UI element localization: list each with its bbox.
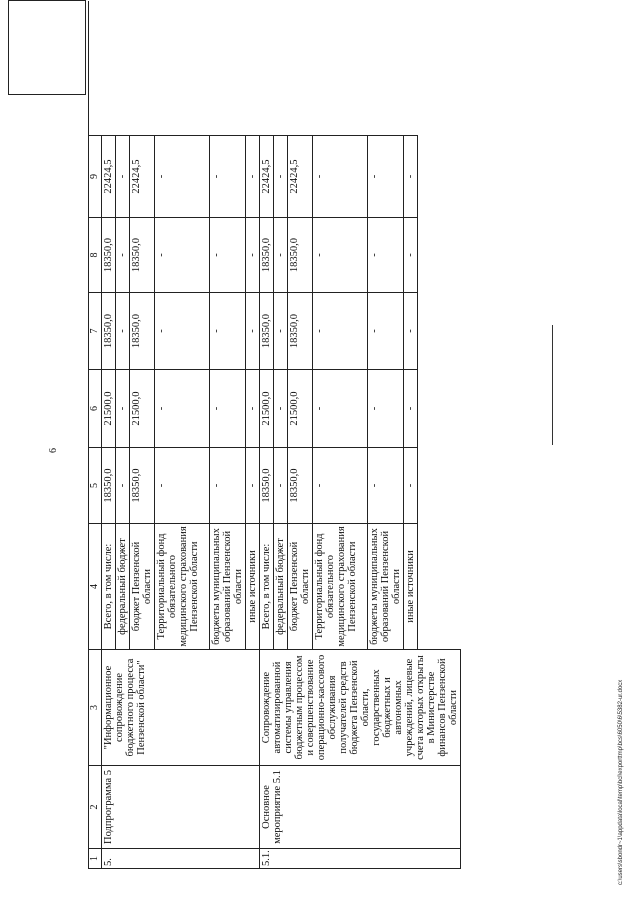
value-col-8: - <box>116 217 130 292</box>
value-col-6: - <box>313 369 368 447</box>
program-name: Основное мероприятие 5.1 <box>260 765 461 848</box>
funding-source: иные источники <box>404 523 418 649</box>
header-col-3: 3 <box>89 649 102 765</box>
header-col-9: 9 <box>89 135 102 217</box>
header-col-2: 2 <box>89 765 102 848</box>
funding-source: бюджеты муниципальных образований Пензенской области <box>210 523 246 649</box>
value-col-8: - <box>155 217 210 292</box>
value-col-7: - <box>210 292 246 369</box>
value-col-5: - <box>116 447 130 523</box>
funding-source: бюджеты муниципальных образований Пензенской области <box>368 523 404 649</box>
value-col-8: - <box>210 217 246 292</box>
funding-source: Территориальный фонд обязательного медицинского страхования Пензенской области <box>155 523 210 649</box>
program-name: Подпрограмма 5 <box>102 765 260 848</box>
funding-source: Всего, в том числе: <box>102 523 116 649</box>
value-col-7: - <box>274 292 288 369</box>
footer-path: c:\users\sbondr~1\appdata\local\temp\bcl\exporttmp\bcs\6050\6\5382-ur.docx <box>618 679 624 885</box>
header-col-7: 7 <box>89 292 102 369</box>
value-col-9: - <box>404 135 418 217</box>
value-col-7: - <box>368 292 404 369</box>
value-col-5: 18350,0 <box>260 447 274 523</box>
value-col-9: 22424,5 <box>102 135 116 217</box>
value-col-5: 18350,0 <box>288 447 313 523</box>
value-col-7: - <box>246 292 260 369</box>
value-col-5: - <box>210 447 246 523</box>
table-group <box>102 1 260 869</box>
value-col-6: - <box>246 369 260 447</box>
corner-box <box>8 0 86 95</box>
header-col-1: 1 <box>89 848 102 868</box>
value-col-8: - <box>313 217 368 292</box>
header-row <box>88 1 102 869</box>
value-col-6: 21500,0 <box>260 369 274 447</box>
table-row <box>260 135 274 649</box>
funding-rows <box>260 135 461 649</box>
value-col-8: - <box>246 217 260 292</box>
row-number: 5. <box>102 848 260 868</box>
value-col-9: - <box>210 135 246 217</box>
table-row <box>313 135 368 649</box>
value-col-7: 18350,0 <box>288 292 313 369</box>
value-col-9: - <box>274 135 288 217</box>
funding-source: иные источники <box>246 523 260 649</box>
value-col-5: - <box>368 447 404 523</box>
funding-source: бюджет Пензенской области <box>288 523 313 649</box>
header-col-8: 8 <box>89 217 102 292</box>
value-col-8: - <box>274 217 288 292</box>
value-col-7: - <box>116 292 130 369</box>
table-row <box>404 135 418 649</box>
value-col-5: 18350,0 <box>102 447 116 523</box>
header-col-4: 4 <box>89 523 102 649</box>
table-row <box>288 135 313 649</box>
value-col-8: 18350,0 <box>130 217 155 292</box>
table-row <box>102 135 116 649</box>
budget-table <box>88 1 461 869</box>
table-group <box>260 1 461 869</box>
table-row <box>155 135 210 649</box>
value-col-7: 18350,0 <box>130 292 155 369</box>
table-row <box>116 135 130 649</box>
table-row <box>368 135 404 649</box>
value-col-5: - <box>404 447 418 523</box>
value-col-5: - <box>313 447 368 523</box>
value-col-8: 18350,0 <box>288 217 313 292</box>
funding-source: Территориальный фонд обязательного медицинского страхования Пензенской области <box>313 523 368 649</box>
value-col-8: 18350,0 <box>260 217 274 292</box>
value-col-9: - <box>155 135 210 217</box>
value-col-5: - <box>155 447 210 523</box>
value-col-7: - <box>155 292 210 369</box>
value-col-5: - <box>246 447 260 523</box>
value-col-6: - <box>368 369 404 447</box>
value-col-9: 22424,5 <box>260 135 274 217</box>
funding-source: федеральный бюджет <box>274 523 288 649</box>
funding-source: федеральный бюджет <box>116 523 130 649</box>
value-col-6: 21500,0 <box>288 369 313 447</box>
table-row <box>130 135 155 649</box>
value-col-7: 18350,0 <box>102 292 116 369</box>
row-number: 5.1. <box>260 848 461 868</box>
value-col-8: - <box>404 217 418 292</box>
value-col-9: 22424,5 <box>288 135 313 217</box>
program-description: "Информационное сопровождение бюджетного процесса Пензенской области" <box>102 649 260 765</box>
value-col-9: - <box>246 135 260 217</box>
table-row <box>274 135 288 649</box>
program-description: Сопровождение автоматизированной системы управления бюджетным процессом и совершенствование операционно-кассового обслуживания получателей средств бюджета Пензенской области, государственных бюджетных и автономных учреждений, лицевые счета которых открыты в Министерстве финансов Пензенской области <box>260 649 461 765</box>
value-col-5: - <box>274 447 288 523</box>
table-body <box>102 1 461 869</box>
value-col-6: - <box>274 369 288 447</box>
header-col-6: 6 <box>89 369 102 447</box>
value-col-9: 22424,5 <box>130 135 155 217</box>
value-col-5: 18350,0 <box>130 447 155 523</box>
header-col-5: 5 <box>89 447 102 523</box>
value-col-6: - <box>116 369 130 447</box>
value-col-8: 18350,0 <box>102 217 116 292</box>
value-col-6: 21500,0 <box>102 369 116 447</box>
funding-source: Всего, в том числе: <box>260 523 274 649</box>
separator-line <box>552 325 553 445</box>
value-col-7: 18350,0 <box>260 292 274 369</box>
page-number: 6 <box>48 448 59 453</box>
value-col-6: - <box>155 369 210 447</box>
value-col-7: - <box>313 292 368 369</box>
value-col-9: - <box>368 135 404 217</box>
table-row <box>246 135 260 649</box>
value-col-8: - <box>368 217 404 292</box>
value-col-6: 21500,0 <box>130 369 155 447</box>
value-col-7: - <box>404 292 418 369</box>
funding-source: бюджет Пензенской области <box>130 523 155 649</box>
value-col-9: - <box>313 135 368 217</box>
value-col-9: - <box>116 135 130 217</box>
funding-rows <box>102 135 260 649</box>
table-row <box>210 135 246 649</box>
value-col-6: - <box>210 369 246 447</box>
value-col-6: - <box>404 369 418 447</box>
